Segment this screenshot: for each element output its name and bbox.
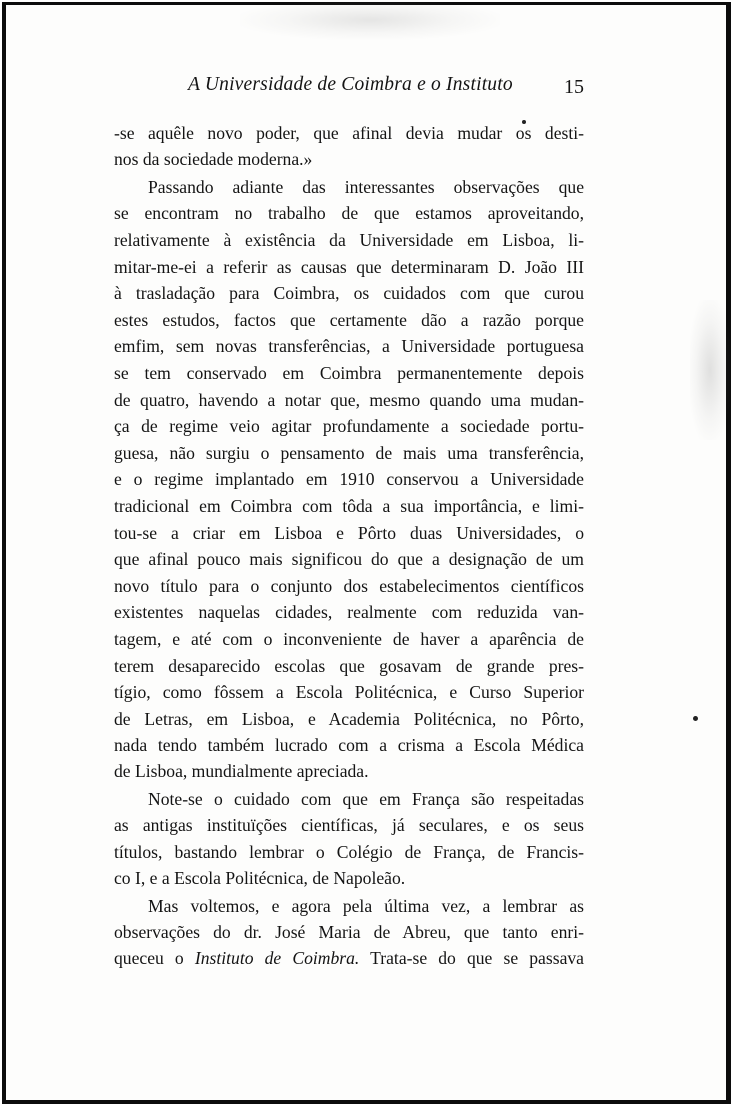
text-line: observações do dr. José Maria de Abreu, que tanto enri- bbox=[114, 922, 584, 942]
text-run: Trata-se do que se passava bbox=[359, 948, 584, 968]
text-line: -se aquêle novo poder, que afinal devia mudar os desti- bbox=[114, 123, 584, 143]
text-line: tradicional em Coimbra com tôda a sua importância, e limi- bbox=[114, 496, 584, 516]
text-line: co I, e a Escola Politécnica, de Napoleão. bbox=[114, 868, 406, 888]
scan-smudge-top bbox=[240, 0, 500, 40]
text-line: Mas voltemos, e agora pela última vez, a lembrar as bbox=[148, 896, 584, 916]
text-line: emfim, sem novas transferências, a Universidade portuguesa bbox=[114, 336, 584, 356]
text-line: terem desaparecido escolas que gosavam de grande pres- bbox=[114, 656, 584, 676]
text-line: existentes naquelas cidades, realmente com reduzida van- bbox=[114, 602, 584, 622]
text-line: de quatro, havendo a notar que, mesmo quando uma mudan- bbox=[114, 390, 584, 410]
running-title: A Universidade de Coimbra e o Instituto bbox=[188, 74, 513, 95]
text-line: guesa, não surgiu o pensamento de mais uma transferência, bbox=[114, 443, 584, 463]
text-line: Note-se o cuidado com que em França são respeitadas bbox=[148, 789, 584, 809]
text-line: novo título para o conjunto dos estabelecimentos científicos bbox=[114, 576, 584, 596]
scan-smudge-right bbox=[690, 300, 730, 440]
text-line: títulos, bastando lembrar o Colégio de França, de Francis- bbox=[114, 842, 584, 862]
text-line: nada tendo também lucrado com a crisma a Escola Médica bbox=[114, 735, 584, 755]
text-line: Passando adiante das interessantes observações que bbox=[148, 177, 584, 197]
ink-speck bbox=[693, 716, 698, 721]
text-run: queceu o bbox=[114, 948, 195, 968]
text-line: nos da sociedade moderna.» bbox=[114, 149, 313, 169]
text-line: tou-se a criar em Lisboa e Pôrto duas Universidades, o bbox=[114, 523, 584, 543]
italic-title: Instituto de Coimbra. bbox=[194, 948, 360, 968]
text-line: de Letras, em Lisboa, e Academia Politécnica, no Pôrto, bbox=[114, 709, 584, 729]
text-line: ça de regime veio agitar profundamente a sociedade portu- bbox=[114, 416, 584, 436]
text-line: mitar-me-ei a referir as causas que determinaram D. João III bbox=[114, 257, 584, 277]
text-line: se encontram no trabalho de que estamos aproveitando, bbox=[114, 203, 584, 223]
text-line: as antigas instituïções científicas, já seculares, e os seus bbox=[114, 815, 584, 835]
text-line-with-italic bbox=[114, 947, 584, 969]
text-line: tígio, como fôssem a Escola Politécnica, e Curso Superior bbox=[114, 682, 584, 702]
text-line: de Lisboa, mundialmente apreciada. bbox=[114, 761, 369, 781]
page-number: 15 bbox=[564, 76, 584, 98]
text-line: estes estudos, factos que certamente dão a razão porque bbox=[114, 310, 584, 330]
text-line: e o regime implantado em 1910 conservou a Universidade bbox=[114, 469, 584, 489]
text-line: à trasladação para Coimbra, os cuidados com que curou bbox=[114, 283, 584, 303]
text-line: relativamente à existência da Universidade em Lisboa, li- bbox=[114, 230, 584, 250]
text-line: se tem conservado em Coimbra permanentemente depois bbox=[114, 363, 584, 383]
text-line: tagem, e até com o inconveniente de haver a aparência de bbox=[114, 629, 584, 649]
text-line: que afinal pouco mais significou do que a designação de um bbox=[114, 549, 584, 569]
